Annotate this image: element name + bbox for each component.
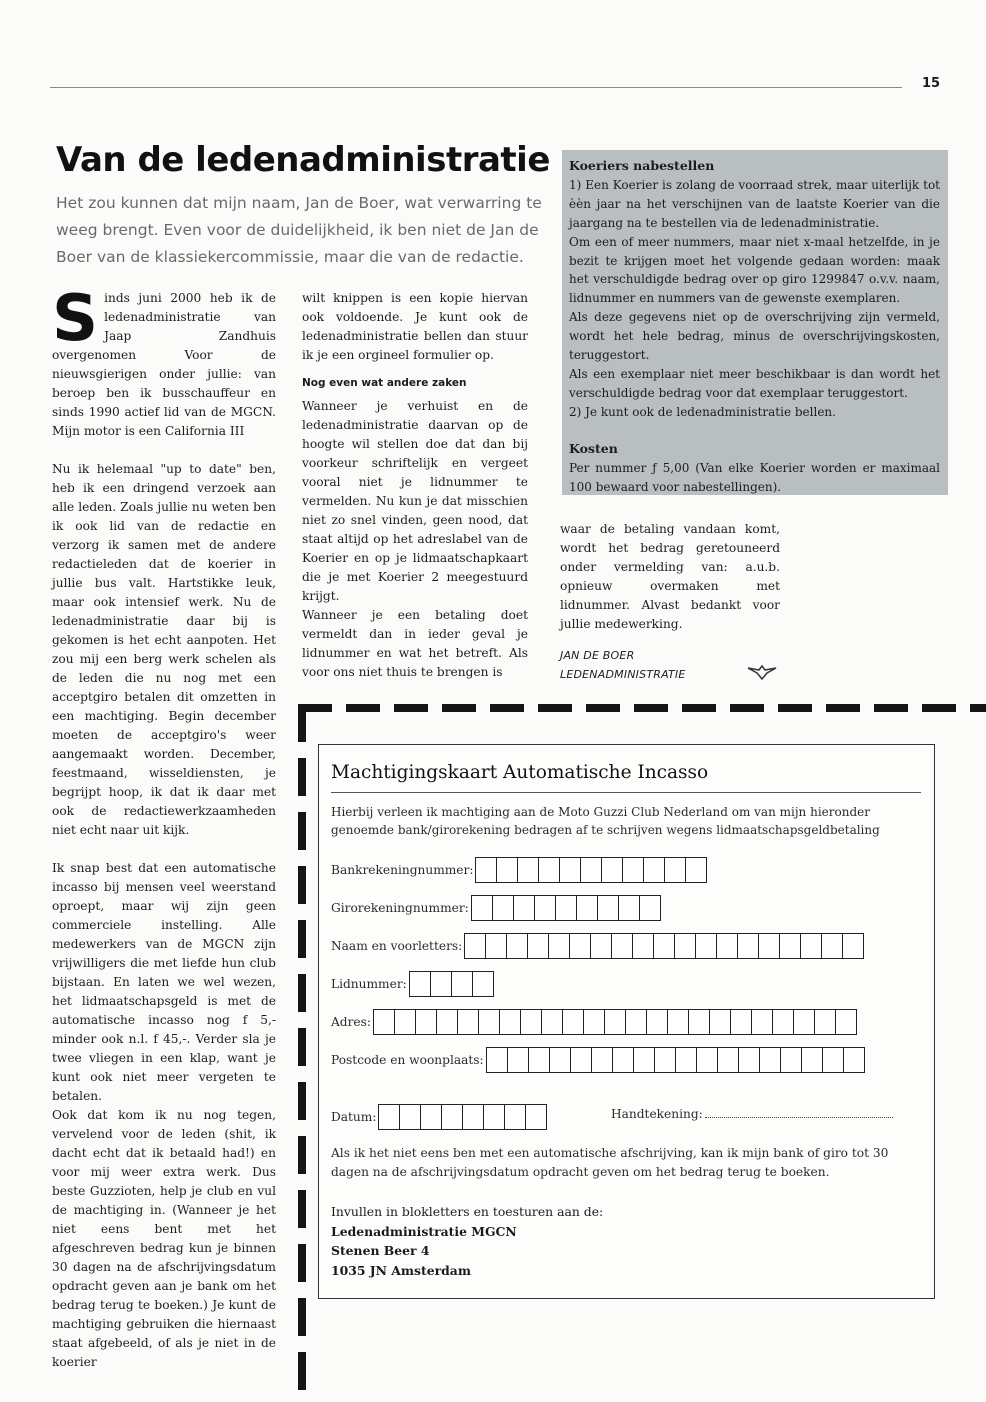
article-subtitle: Het zou kunnen dat mijn naam, Jan de Boer, wat verwarring te weeg brengt. Even voor de duidelijkheid, ik ben niet de Jan de Boer van de klassiekercommissie, maar die van de redactie. bbox=[56, 194, 542, 266]
article-column-1 bbox=[52, 282, 276, 1372]
char-box[interactable] bbox=[717, 1047, 739, 1073]
char-box[interactable] bbox=[696, 1047, 718, 1073]
author-name: JAN DE BOER bbox=[560, 649, 635, 662]
address-line: 1035 JN Amsterdam bbox=[331, 1262, 471, 1278]
char-box[interactable] bbox=[716, 933, 738, 959]
char-box[interactable] bbox=[618, 895, 640, 921]
field-label: Lidnummer: bbox=[331, 977, 407, 991]
paragraph: waar de betaling vandaan komt, wordt het bedrag geretouneerd onder vermelding van: a.u.b. opnieuw overmaken met lidnummer. Alvast bedankt voor jullie medewerking. bbox=[560, 522, 780, 631]
char-box[interactable] bbox=[772, 1009, 794, 1035]
form-note: Als ik het niet eens ben met een automatische afschrijving, kan ik mijn bank of giro tot 30 dagen na de afschrijvingsdatum opdracht geven om het bedrag terug te boeken. bbox=[331, 1146, 889, 1179]
char-box[interactable] bbox=[674, 933, 696, 959]
char-box[interactable] bbox=[779, 933, 801, 959]
field-label: Datum: bbox=[331, 1110, 377, 1124]
char-box[interactable] bbox=[835, 1009, 857, 1035]
char-box[interactable] bbox=[506, 933, 528, 959]
char-box[interactable] bbox=[555, 895, 577, 921]
char-box[interactable] bbox=[759, 1047, 781, 1073]
char-box[interactable] bbox=[559, 857, 581, 883]
field-label: Bankrekeningnummer: bbox=[331, 863, 474, 877]
field-signature[interactable] bbox=[611, 1107, 893, 1121]
char-boxes[interactable] bbox=[471, 895, 660, 921]
field-postcode-city bbox=[331, 1047, 864, 1073]
char-box[interactable] bbox=[430, 971, 452, 997]
article-column-2 bbox=[302, 289, 528, 682]
char-box[interactable] bbox=[527, 933, 549, 959]
char-box[interactable] bbox=[685, 857, 707, 883]
char-box[interactable] bbox=[597, 895, 619, 921]
char-box[interactable] bbox=[583, 1009, 605, 1035]
authorization-form bbox=[318, 744, 935, 1299]
char-box[interactable] bbox=[780, 1047, 802, 1073]
char-box[interactable] bbox=[570, 1047, 592, 1073]
page-number: 15 bbox=[922, 76, 941, 91]
char-box[interactable] bbox=[513, 895, 535, 921]
char-box[interactable] bbox=[632, 933, 654, 959]
char-box[interactable] bbox=[471, 895, 493, 921]
char-box[interactable] bbox=[562, 1009, 584, 1035]
char-box[interactable] bbox=[520, 1009, 542, 1035]
field-date bbox=[331, 1104, 546, 1130]
paragraph: Wanneer je een betaling doet vermeldt dan in ieder geval je lidnummer en wat het betreft. Als voor ons niet thuis te brengen is bbox=[302, 608, 528, 679]
moto-guzzi-eagle-icon bbox=[747, 664, 777, 685]
drop-cap: S bbox=[52, 282, 99, 356]
char-box[interactable] bbox=[549, 1047, 571, 1073]
char-box[interactable] bbox=[801, 1047, 823, 1073]
char-box[interactable] bbox=[654, 1047, 676, 1073]
paragraph: Ook dat kom ik nu nog tegen, vervelend voor de leden (shit, ik dacht echt dat ik betaald had!) en voor mij weer extra werk. Dus beste Guzzioten, help je club en vul de machtiging in. (Wanneer je het niet eens bent met het afgeschreven bedrag kun je binnen 30 dagen na de afschrijvingsdatum opdracht geven aan je bank om het bedrag terug te boeken.) Je kunt de machtiging gebruiken die hiernaast staat afgebeeld, of als je niet in de koerier bbox=[52, 1108, 276, 1369]
char-box[interactable] bbox=[793, 1009, 815, 1035]
sidebar-paragraph: Als deze gegevens niet op de overschrijving zijn vermeld, wordt het hele bedrag, minus de overschrijvingskosten, teruggestort. bbox=[569, 310, 940, 363]
char-box[interactable] bbox=[622, 857, 644, 883]
char-box[interactable] bbox=[709, 1009, 731, 1035]
char-box[interactable] bbox=[646, 1009, 668, 1035]
char-box[interactable] bbox=[667, 1009, 689, 1035]
form-send-to bbox=[331, 1202, 603, 1280]
cut-line-vertical bbox=[298, 704, 306, 1398]
field-label: Postcode en woonplaats: bbox=[331, 1053, 484, 1067]
char-box[interactable] bbox=[576, 895, 598, 921]
field-label: Girorekeningnummer: bbox=[331, 901, 469, 915]
char-box[interactable] bbox=[695, 933, 717, 959]
char-box[interactable] bbox=[625, 1009, 647, 1035]
sidebar-paragraph: Als een exemplaar niet meer beschikbaar is dan wordt het verschuldigde bedrag voor dat exemplaar teruggestort. bbox=[569, 366, 940, 400]
char-boxes[interactable] bbox=[486, 1047, 864, 1073]
char-boxes[interactable] bbox=[464, 933, 863, 959]
char-box[interactable] bbox=[483, 1104, 505, 1130]
intro-paragraph: inds juni 2000 heb ik de ledenadministratie van Jaap Zandhuis overgenomen Voor de nieuwsgierigen onder jullie: van beroep ben ik busschauffeur en sinds 1990 actief lid van de MGCN. Mijn motor is een California III bbox=[52, 291, 276, 438]
paragraph: Ik snap best dat een automatische incasso bij mensen veel weerstand oproept, maar wij zijn geen commerciele instelling. Alle medewerkers van de MGCN zijn vrijwilligers die met liefde hun club bijstaan. En laten we wel wezen, het lidmaatschapsgeld is met de automatische incasso nog f 5,- minder ook n.l. f 45,-. Verder sla je twee vliegen in een klap, want je kunt ook niet meer vergeten te betalen. bbox=[52, 861, 276, 1103]
sidebar-title: Koeriers nabestellen bbox=[569, 158, 715, 173]
field-giro-account bbox=[331, 895, 660, 921]
char-box[interactable] bbox=[528, 1047, 550, 1073]
char-box[interactable] bbox=[534, 895, 556, 921]
char-box[interactable] bbox=[822, 1047, 844, 1073]
char-box[interactable] bbox=[486, 1047, 508, 1073]
char-box[interactable] bbox=[601, 857, 623, 883]
char-box[interactable] bbox=[478, 1009, 500, 1035]
sidebar-paragraph: 2) Je kunt ook de ledenadministratie bellen. bbox=[569, 404, 836, 419]
char-box[interactable] bbox=[800, 933, 822, 959]
char-box[interactable] bbox=[664, 857, 686, 883]
char-boxes[interactable] bbox=[373, 1009, 856, 1035]
char-box[interactable] bbox=[475, 857, 497, 883]
char-box[interactable] bbox=[507, 1047, 529, 1073]
char-box[interactable] bbox=[525, 1104, 547, 1130]
char-box[interactable] bbox=[737, 933, 759, 959]
field-bank-account bbox=[331, 857, 706, 883]
form-title: Machtigingskaart Automatische Incasso bbox=[331, 762, 709, 783]
char-box[interactable] bbox=[611, 933, 633, 959]
char-box[interactable] bbox=[843, 1047, 865, 1073]
article-column-3 bbox=[560, 520, 780, 684]
char-box[interactable] bbox=[569, 933, 591, 959]
char-box[interactable] bbox=[378, 1104, 400, 1130]
sidebar-paragraph: Per nummer ƒ 5,00 (Van elke Koerier worden er maximaal 100 bewaard voor nabestellingen). bbox=[569, 460, 940, 494]
char-box[interactable] bbox=[591, 1047, 613, 1073]
char-box[interactable] bbox=[730, 1009, 752, 1035]
char-boxes[interactable] bbox=[378, 1104, 546, 1130]
field-address bbox=[331, 1009, 856, 1035]
paragraph: wilt knippen is een kopie hiervan ook voldoende. Je kunt ook de ledenadministratie bellen dan stuur ik je een orgineel formulier op. bbox=[302, 291, 528, 362]
section-subhead: Nog even wat andere zaken bbox=[302, 377, 467, 389]
sidebar-title: Kosten bbox=[569, 440, 618, 456]
char-box[interactable] bbox=[492, 895, 514, 921]
char-box[interactable] bbox=[517, 857, 539, 883]
char-box[interactable] bbox=[499, 1009, 521, 1035]
char-box[interactable] bbox=[373, 1009, 395, 1035]
field-label: Naam en voorletters: bbox=[331, 939, 463, 953]
form-intro: Hierbij verleen ik machtiging aan de Moto Guzzi Club Nederland om van mijn hieronder genoemde bank/girorekening bedragen af te schrijven wegens lidmaatschapsgeldbetaling bbox=[331, 805, 880, 837]
char-box[interactable] bbox=[688, 1009, 710, 1035]
char-box[interactable] bbox=[485, 933, 507, 959]
char-box[interactable] bbox=[604, 1009, 626, 1035]
char-box[interactable] bbox=[675, 1047, 697, 1073]
article-title: Van de ledenadministratie bbox=[56, 140, 550, 180]
form-title-rule bbox=[331, 792, 921, 793]
signature-line[interactable] bbox=[705, 1108, 893, 1118]
sidebar-paragraph: 1) Een Koerier is zolang de voorraad strek, maar uiterlijk tot èèn jaar na het verschijnen van de laatste Koerier van die jaargang na te bestellen via de ledenadministratie. bbox=[569, 177, 940, 230]
paragraph: Wanneer je verhuist en de ledenadministratie daarvan op de hoogte wil stellen doe dat dan bij voorkeur schriftelijk en vergeet vooral niet je lidnummer te vermelden. Nu kun je dat misschien niet zo snel vinden, geen nood, dat staat altijd op het adreslabel van de Koerier en op je lidmaatschapkaart die je met Koerier 2 meegestuurd krijgt. bbox=[302, 399, 528, 603]
field-name bbox=[331, 933, 863, 959]
send-instructions: Invullen in blokletters en toesturen aan de: bbox=[331, 1204, 604, 1219]
header-rule bbox=[50, 87, 902, 88]
char-box[interactable] bbox=[821, 933, 843, 959]
char-box[interactable] bbox=[541, 1009, 563, 1035]
char-box[interactable] bbox=[496, 857, 518, 883]
char-box[interactable] bbox=[464, 933, 486, 959]
cut-line-horizontal bbox=[298, 704, 986, 712]
char-box[interactable] bbox=[415, 1009, 437, 1035]
char-box[interactable] bbox=[462, 1104, 484, 1130]
char-boxes[interactable] bbox=[475, 857, 706, 883]
char-box[interactable] bbox=[409, 971, 431, 997]
char-box[interactable] bbox=[643, 857, 665, 883]
char-box[interactable] bbox=[420, 1104, 442, 1130]
field-label: Adres: bbox=[331, 1015, 372, 1029]
address-line: Ledenadministratie MGCN bbox=[331, 1223, 517, 1239]
char-box[interactable] bbox=[653, 933, 675, 959]
char-box[interactable] bbox=[548, 933, 570, 959]
char-box[interactable] bbox=[842, 933, 864, 959]
char-box[interactable] bbox=[580, 857, 602, 883]
char-box[interactable] bbox=[399, 1104, 421, 1130]
paragraph: Nu ik helemaal "up to date" ben, heb ik een dringend verzoek aan alle leden. Zoals jullie nu weten ben ik ook lid van de redactie en verzorg ik samen met de andere redactieleden dat de koerier in jullie bus valt. Hartstikke leuk, maar ook intensief werk. Nu de ledenadministratie daar bij is gekomen is het echt aanpoten. Het zou mij een berg werk schelen als de leden die nu nog met een acceptgiro betalen dit omzetten in een machtiging. Begin december moeten de acceptgiro's weer aangemaakt worden. December, feestmaand, wisseldiensten, je begrijpt hoop, ik dat ik daar met ook de redactiewerkzaamheden niet echt naar uit kijk. bbox=[52, 462, 276, 837]
char-box[interactable] bbox=[472, 971, 494, 997]
char-box[interactable] bbox=[441, 1104, 463, 1130]
char-boxes[interactable] bbox=[409, 971, 493, 997]
char-box[interactable] bbox=[639, 895, 661, 921]
char-box[interactable] bbox=[814, 1009, 836, 1035]
author-role: LEDENADMINISTRATIE bbox=[560, 668, 686, 681]
char-box[interactable] bbox=[394, 1009, 416, 1035]
char-box[interactable] bbox=[538, 857, 560, 883]
char-box[interactable] bbox=[504, 1104, 526, 1130]
field-label: Handtekening: bbox=[611, 1107, 703, 1121]
char-box[interactable] bbox=[751, 1009, 773, 1035]
field-member-number bbox=[331, 971, 493, 997]
char-box[interactable] bbox=[738, 1047, 760, 1073]
sidebar-box bbox=[562, 150, 948, 495]
address-line: Stenen Beer 4 bbox=[331, 1243, 430, 1258]
sidebar-paragraph: Om een of meer nummers, maar niet x-maal hetzelfde, in je bezit te krijgen moet het volgende gedaan worden: maak het verschuldigde bedrag over op giro 1299847 o.v.v. naam, lidnummer en nummers van de gewenste exemplaren. bbox=[569, 234, 940, 306]
char-box[interactable] bbox=[451, 971, 473, 997]
char-box[interactable] bbox=[633, 1047, 655, 1073]
char-box[interactable] bbox=[590, 933, 612, 959]
char-box[interactable] bbox=[457, 1009, 479, 1035]
char-box[interactable] bbox=[436, 1009, 458, 1035]
char-box[interactable] bbox=[612, 1047, 634, 1073]
char-box[interactable] bbox=[758, 933, 780, 959]
